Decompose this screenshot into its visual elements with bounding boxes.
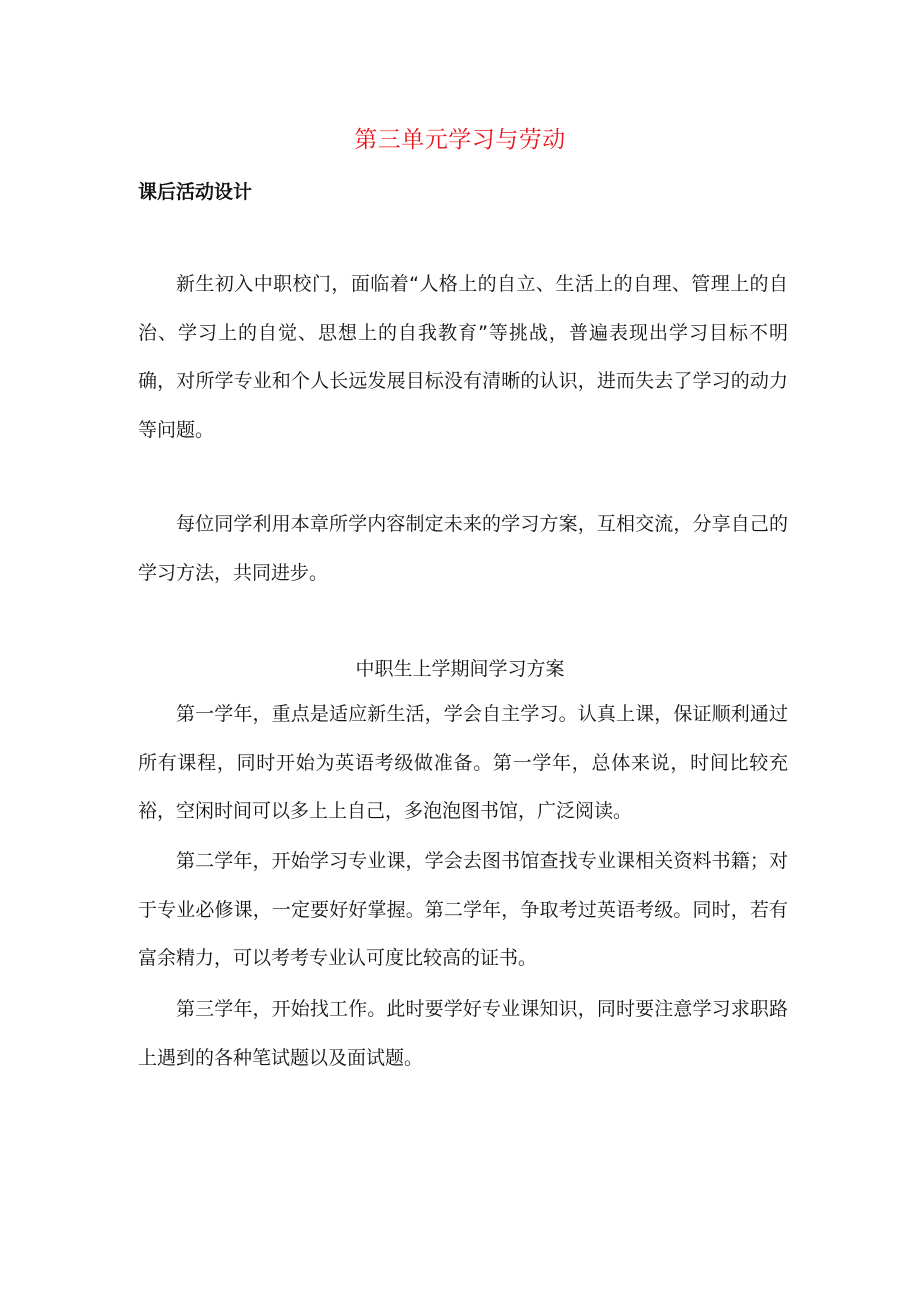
intro-paragraph: 每位同学利用本章所学内容制定未来的学习方案，互相交流，分享自己的学习方法，共同进步。 xyxy=(138,513,788,584)
plan-title: 中职生上学期间学习方案 xyxy=(355,658,565,680)
plan-paragraph-year-3: 第三学年，开始找工作。此时要学好专业课知识，同时要注意学习求职路上遇到的各种笔试题以及面试题。 xyxy=(138,998,788,1069)
plan-paragraph-year-2: 第二学年，开始学习专业课，学会去图书馆查找专业课相关资料书籍；对于专业必修课，一定要好好掌握。第二学年，争取考过英语考级。同时，若有富余精力，可以考考专业认可度比较高的证书。 xyxy=(138,850,788,969)
intro-paragraph: 新生初入中职校门，面临着“人格上的自立、生活上的自理、管理上的自治、学习上的自觉、思想上的自我教育”等挑战，普遍表现出学习目标不明确，对所学专业和个人长远发展目标没有清晰的认识，进而失去了学习的动力等问题。 xyxy=(138,273,788,441)
plan-paragraph-year-1: 第一学年，重点是适应新生活，学会自主学习。认真上课，保证顺利通过所有课程，同时开始为英语考级做准备。第一学年，总体来说，时间比较充裕，空闲时间可以多上上自己，多泡泡图书馆，广泛阅读。 xyxy=(138,703,788,822)
document-title: 第三单元学习与劳动 xyxy=(354,127,566,153)
section-heading: 课后活动设计 xyxy=(138,181,253,203)
